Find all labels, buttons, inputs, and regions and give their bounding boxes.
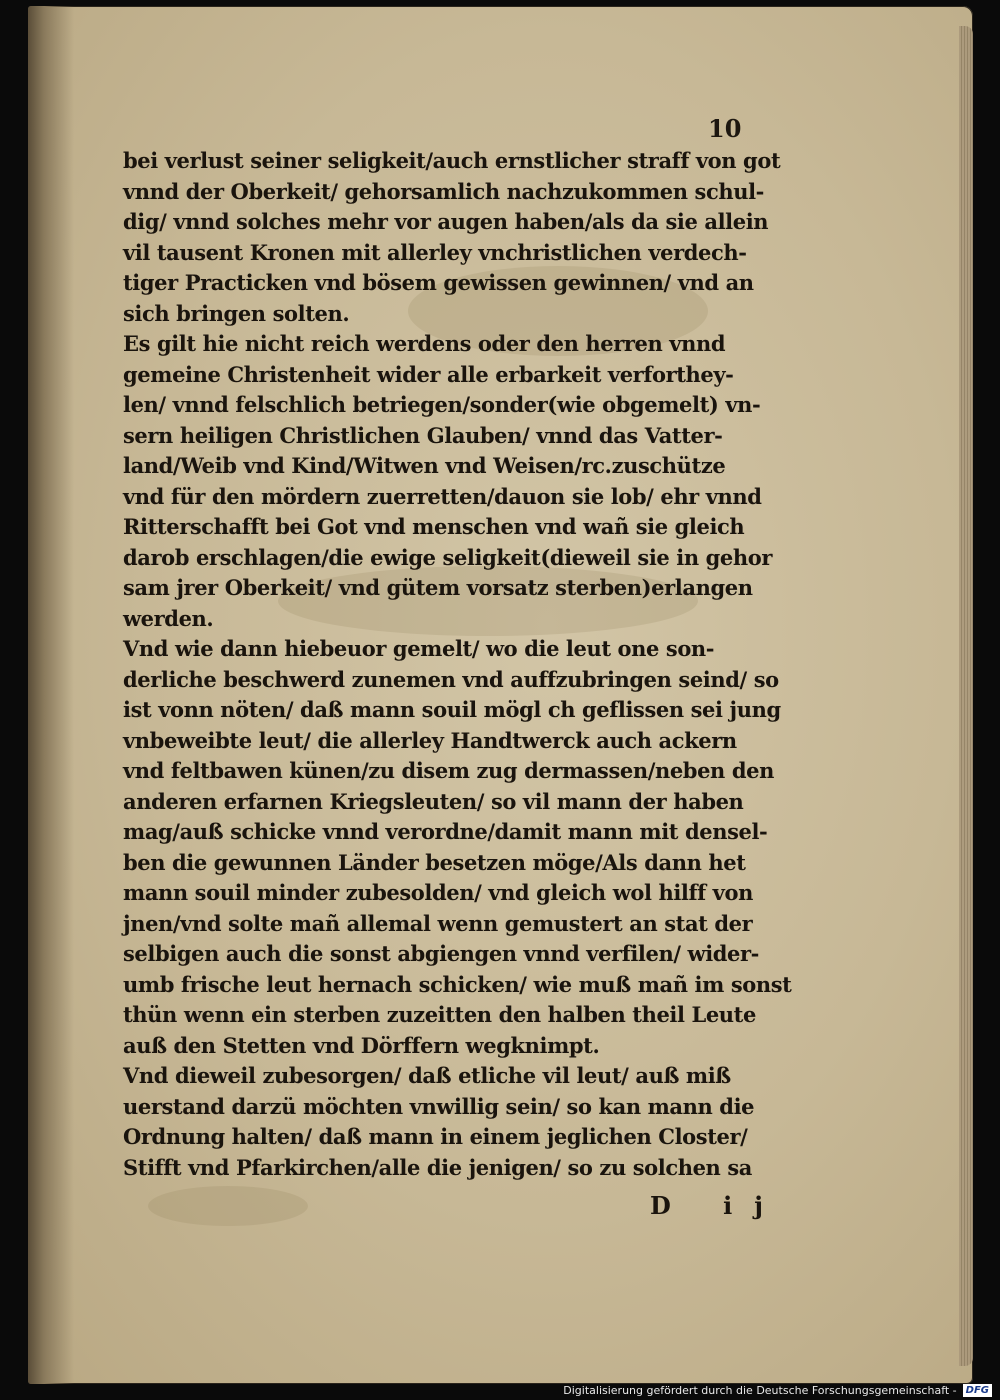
text-line: auß den Stetten vnd Dörffern wegknimpt. [123,1032,600,1058]
text-line: werden. [123,605,214,631]
digitization-credit [563,1384,992,1397]
page-number: 10 [708,114,742,143]
body-text [123,146,803,1183]
text-line: vnbeweibte leut/ die allerley Handtwerck auch ackern [123,727,737,753]
text-line: jnen/vnd solte mañ allemal wenn gemustert an stat der [123,910,753,936]
text-line: Ordnung halten/ daß mann in einem jeglichen Closter/ [123,1124,748,1149]
paper-stain [148,1186,308,1226]
text-line: Stifft vnd Pfarkirchen/alle die jenigen/ so zu solchen sa [123,1154,752,1180]
text-line: ist vonn nöten/ daß mann souil mögl ch geflissen sei jung [123,697,781,722]
text-line: vnd feltbawen künen/zu disem zug dermassen/neben den [123,758,774,783]
text-line: vil tausent Kronen mit allerley vnchristlichen verdech- [123,239,747,265]
text-line: bei verlust seiner seligkeit/auch ernstlicher straff von got [123,148,781,173]
text-line: Es gilt hie nicht reich werdens oder den herren vnnd [123,331,726,356]
signature-mark: D ij [650,1191,785,1220]
text-line: dig/ vnnd solches mehr vor augen haben/als da sie allein [123,209,769,234]
text-line: land/Weib vnd Kind/Witwen vnd Weisen/rc.zuschütze [123,453,726,478]
text-line: thün wenn ein sterben zuzeitten den halben theil Leute [123,1002,756,1027]
text-line: vnd für den mördern zuerretten/dauon sie lob/ ehr vnnd [123,483,762,509]
text-line: tiger Practicken vnd bösem gewissen gewinnen/ vnd an [123,270,754,295]
dfg-logo: DFG [963,1384,992,1397]
page-gutter-shadow [28,6,74,1384]
text-line: Ritterschafft bei Got vnd menschen vnd wañ sie gleich [123,514,745,539]
text-line: mag/auß schicke vnnd verordne/damit mann mit densel- [123,819,768,844]
text-line: derliche beschwerd zunemen vnd auffzubringen seind/ so [123,666,779,692]
text-line: sam jrer Oberkeit/ vnd gütem vorsatz sterben)erlangen [123,575,753,600]
text-line: sich bringen solten. [123,300,350,326]
text-line: len/ vnnd felschlich betriegen/sonder(wie obgemelt) vn- [123,392,761,417]
text-line: darob erschlagen/die ewige seligkeit(dieweil sie in gehor [123,544,773,570]
text-line: sern heiligen Christlichen Glauben/ vnnd das Vatter- [123,422,723,448]
text-line: gemeine Christenheit wider alle erbarkeit verforthey- [123,361,734,387]
text-line: umb frische leut hernach schicken/ wie muß mañ im sonst [123,971,792,997]
text-line: uerstand darzü möchten vnwillig sein/ so kan mann die [123,1093,755,1119]
text-line: selbigen auch die sonst abgiengen vnnd verfilen/ wider- [123,941,759,966]
text-line: Vnd wie dann hiebeuor gemelt/ wo die leut one son- [123,636,715,661]
credit-text: Digitalisierung gefördert durch die Deutsche Forschungsgemeinschaft - [563,1384,957,1397]
text-line: mann souil minder zubesolden/ vnd gleich wol hilff von [123,880,753,905]
text-line: Vnd dieweil zubesorgen/ daß etliche vil leut/ auß miß [123,1063,731,1088]
text-line: vnnd der Oberkeit/ gehorsamlich nachzukommen schul- [123,178,764,204]
book-page [28,6,973,1384]
text-line: anderen erfarnen Kriegsleuten/ so vil mann der haben [123,788,744,814]
page-edges [959,26,973,1366]
text-line: ben die gewunnen Länder besetzen möge/Als dann het [123,849,746,875]
